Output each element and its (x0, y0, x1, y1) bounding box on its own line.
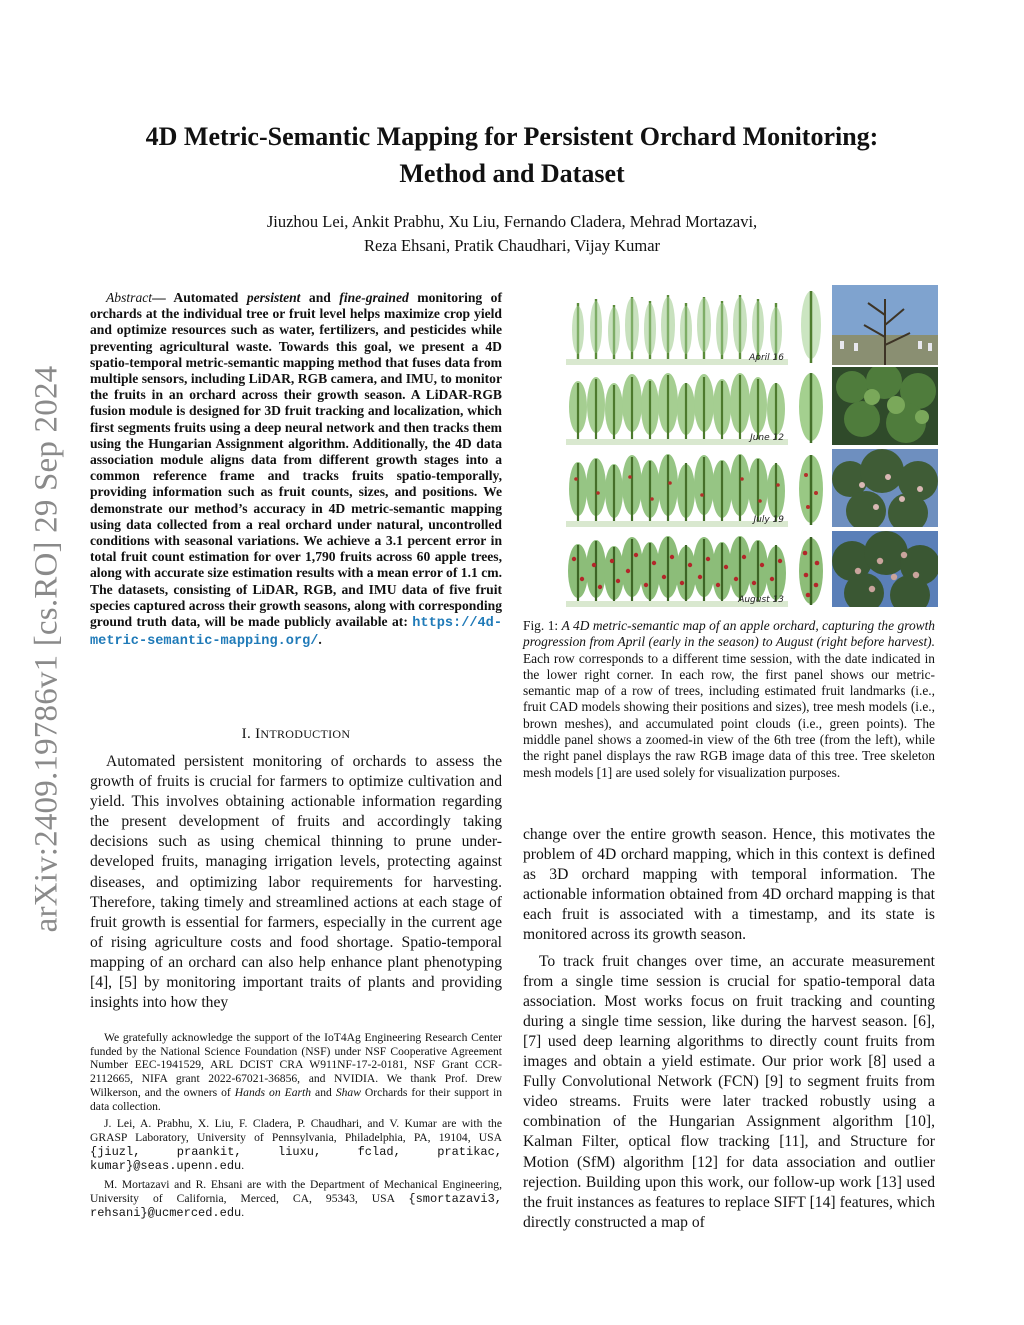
caption-italic: A 4D metric-semantic map of an apple orchard, capturing the growth progression from April (early in the season) to August (right before harvest). (523, 618, 935, 650)
zoomed-tree-june (796, 367, 826, 445)
date-label-june: June 12 (750, 433, 784, 443)
rgb-image-august (832, 531, 938, 607)
section-heading-introduction (90, 726, 502, 743)
ucmerced-emails: {smortazavi3, rehsani}@ucmerced.edu (90, 1191, 502, 1221)
figure-1 (566, 285, 938, 607)
rgb-image-july (832, 449, 938, 527)
caption-body: Each row corresponds to a different time session, with the date indicated in the lower right corner. In each row, the first panel shows our metric-semantic map of a row of trees, including estimated fruit landmarks (i.e., fruit CAD models showing their positions and sizes), tree mesh models (i.e., brown meshes), and accumulated point clouds (i.e., green points). The middle panel shows a zoomed-in view of the 6th tree (from the left), while the right panel displays the raw RGB image data of this tree. Tree skeleton mesh models [1] are used solely for visualization purposes. (523, 650, 935, 780)
right-column-body (523, 825, 935, 1233)
footnote-orchard-name: Shaw (335, 1085, 361, 1099)
rgb-photo (832, 285, 938, 365)
zoomed-tree-august (796, 531, 826, 607)
zoomed-tree-view (796, 367, 826, 445)
intro-paragraph: Automated persistent monitoring of orchards to assess the growth of fruits is crucial for farmers to optimize cultivation and yield. This involves obtaining actionable information regarding the present development of fruits and accordingly taking decisions such as using chemical thinning to prune under-developed fruits, managing irrigation levels, protecting against diseases, and optimizing labor requirements for harvesting. Therefore, taking timely and streamlined actions at each stage of fruit growth is essential for farmers, especially in the current age of rising agriculture costs and food shortage. Spatio-temporal mapping of an orchard can also help enhance plant phenotyping [4], [5] by monitoring important traits of plants and providing insights into how they (90, 753, 502, 1012)
authors-line-2: Reza Ehsani, Pratik Chaudhari, Vijay Kumar (363, 236, 661, 255)
metric-semantic-map-july (566, 449, 788, 527)
abstract-text: and (300, 290, 340, 305)
title-line-2: Method and Dataset (399, 159, 625, 188)
footnote-text: We gratefully acknowledge the support of the IoT4Ag Engineering Research Center funded by the National Science Foundation (NSF) under NSF Cooperative Agreement Number EEC-1941529, ARL DCIST CRA W911NF-17-2-0181, NSF Grant CCR-2112665, NIFA grant 2022-67021-36856, and NVIDIA. We thank Prof. Drew Wilkerson, and the owners of (90, 1031, 502, 1099)
arxiv-identifier (22, 352, 72, 946)
footnote-affiliation-upenn (90, 1117, 502, 1174)
arxiv-identifier-text: arXiv:2409.19786v1 [cs.RO] 29 Sep 2024 (28, 365, 65, 933)
rgb-photo (832, 449, 938, 527)
zoomed-tree-view (796, 285, 826, 365)
rgb-image-june (832, 367, 938, 445)
abstract-emphasis: fine-grained (339, 290, 409, 305)
footnote-orchard-name: Hands on Earth (234, 1085, 312, 1099)
abstract-text: . (318, 632, 322, 648)
rgb-image-april (832, 285, 938, 365)
abstract-text: Automated (173, 290, 247, 305)
footnote-text: M. Mortazavi and R. Ehsani are with the Department of Mechanical Engineering, University of California, Merced, CA, 95343, USA (90, 1178, 502, 1205)
abstract-emphasis: persistent (246, 290, 301, 305)
title-line-1: 4D Metric-Semantic Mapping for Persistent Orchard Monitoring: (145, 122, 879, 151)
date-label-august: August 13 (738, 595, 784, 605)
metric-semantic-map-june (566, 367, 788, 445)
date-label-july: July 19 (753, 515, 784, 525)
footnote-text: J. Lei, A. Prabhu, X. Liu, F. Cladera, P. Chaudhari, and V. Kumar are with the GRASP Laboratory, University of Pennsylvania, Philadelphia, PA, 19104, USA (90, 1117, 502, 1144)
section-initial: I (255, 726, 261, 742)
authors-line-1: Jiuzhou Lei, Ankit Prabhu, Xu Liu, Fernando Cladera, Mehrad Mortazavi, (266, 212, 758, 231)
paper-title (100, 118, 924, 192)
metric-semantic-map-august (566, 531, 788, 607)
date-label-april: April 16 (749, 353, 784, 363)
introduction-body (90, 752, 502, 1013)
zoomed-tree-view (796, 449, 826, 527)
caption-label: Fig. 1: (523, 618, 562, 633)
rgb-photo (832, 367, 938, 445)
figure-1-caption (523, 618, 935, 781)
footnote-text: and (311, 1085, 336, 1099)
abstract-text: monitoring of orchards at the individual tree or fruit level helps maximize crop yield and optimize resources such as water, fertilizers, and pesticides while preventing agricultural waste. Towards this goal, we present a 4D spatio-temporal metric-semantic mapping method that fuses data from multiple sensors, including LiDAR, RGB camera, and IMU, to monitor the fruits in an orchard across their growth season. A LiDAR-RGB fusion module is designed for 3D fruit tracking and localization, which first segments fruits using a deep neural network and then tracks them using the Hungarian Assignment algorithm. Additionally, the 4D data association module aligns data from different growth stages into a common reference frame and tracks fruits spatio-temporally, providing information such as fruit counts, sizes, and positions. We demonstrate our method’s accuracy in 4D metric-semantic mapping using data collected from a real orchard under natural, uncontrolled conditions with seasonal variations. We achieve a 3.1 percent error in total fruit count estimation for over 1,790 fruits across 60 apple trees, along with accurate size estimation results with a mean error of 1.1 cm. The datasets, consisting of LiDAR, RGB, and IMU data of five fruit species captured across their growth seasons, along with corresponding ground truth data, will be made publicly available at: (90, 290, 502, 630)
footnote-text: . (241, 1159, 245, 1173)
abstract-dash: — (152, 290, 174, 305)
rgb-photo (832, 531, 938, 607)
section-title-rest: NTRODUCTION (260, 727, 351, 741)
body-paragraph: To track fruit changes over time, an accurate measurement from a single time session is crucial for spatio-temporal data association. Most works focus on fruit tracking and counting during a single time session, like during the harvest season. [6], [7] used deep learning algorithms to directly count fruits from images and obtain a yield estimate. Our prior work [8] used a Fully Convolutional Network (FCN) [9] to segment fruits from video streams. Fruits were later tracked robustly using a combination of the Hungarian Assignment algorithm [10], Kalman Filter, optical flow tracking [11], and Structure for Motion (SfM) algorithm [12] for data association and outlier rejection. Building upon this work, our follow-up work [13] used the fruit instances as features to replace SIFT [14] features, which directly constructed a map of (523, 952, 935, 1231)
author-list (100, 210, 924, 258)
upenn-emails: {jiuzl, praankit, liuxu, fclad, pratikac, kumar}@seas.upenn.edu (90, 1144, 502, 1174)
section-number: I. (241, 726, 256, 742)
footnote-block (90, 1031, 502, 1225)
footnote-text: Orchards for their support in data collection. (90, 1085, 502, 1113)
footnote-text: . (241, 1206, 245, 1220)
body-paragraph-continuation: change over the entire growth season. Hence, this motivates the problem of 4D orchard mapping, which in this context is defined as 3D orchard mapping with temporal information. The actionable information obtained from 4D orchard mapping is that each fruit is associated with a timestamp, and its state is monitored across its growth season. (523, 826, 935, 944)
footnote-acknowledgment (90, 1031, 502, 1113)
zoomed-tree-view (796, 531, 826, 607)
zoomed-tree-april (796, 285, 826, 365)
footnote-affiliation-ucmerced (90, 1178, 502, 1221)
abstract (90, 290, 502, 650)
abstract-label: Abstract (106, 290, 153, 305)
dataset-url-link[interactable]: https://4d-metric-semantic-mapping.org/ (90, 616, 502, 650)
zoomed-tree-july (796, 449, 826, 527)
metric-semantic-map-april (566, 285, 788, 365)
